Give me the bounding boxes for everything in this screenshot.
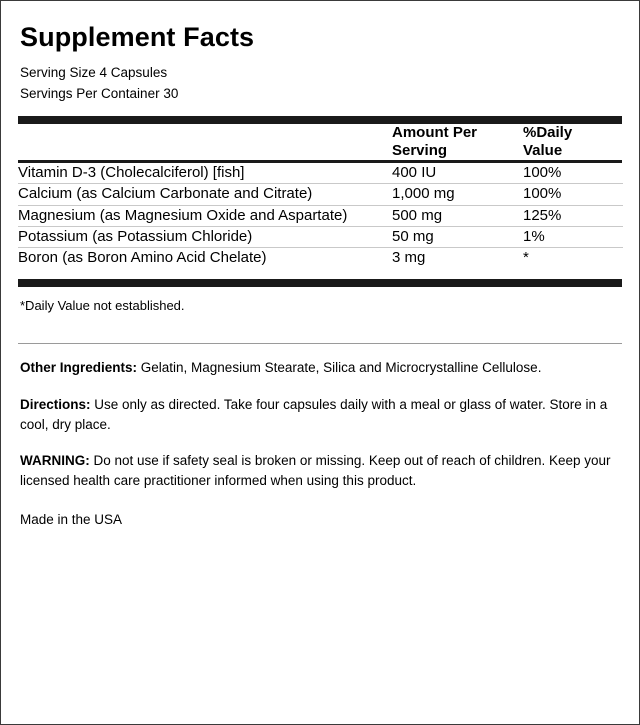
header-amount-line2: Serving bbox=[392, 141, 448, 159]
nutrient-name: Boron (as Boron Amino Acid Chelate) bbox=[18, 249, 267, 267]
made-in-usa: Made in the USA bbox=[20, 511, 123, 527]
divider-thick-top bbox=[18, 116, 622, 124]
warning-text: Do not use if safety seal is broken or missing. Keep out of reach of children. Keep your licensed health care practitioner informed when using this product. bbox=[20, 453, 611, 489]
table-row bbox=[18, 227, 623, 247]
nutrition-table bbox=[18, 124, 623, 161]
table-header-row bbox=[18, 124, 623, 161]
nutrient-name: Vitamin D-3 (Cholecalciferol) [fish] bbox=[18, 164, 245, 182]
table-row bbox=[18, 206, 623, 226]
section-divider bbox=[18, 343, 622, 344]
header-daily-value bbox=[523, 124, 623, 161]
divider-thick-bottom bbox=[18, 279, 622, 287]
notes-section bbox=[20, 358, 622, 530]
nutrient-dv: * bbox=[523, 249, 529, 267]
directions-text: Use only as directed. Take four capsules daily with a meal or glass of water. Store in a cool, dry place. bbox=[20, 396, 608, 432]
nutrient-amount: 1,000 mg bbox=[392, 185, 455, 203]
serving-size: Serving Size 4 Capsules bbox=[20, 64, 168, 80]
warning-note bbox=[20, 451, 622, 492]
header-daily-line1: %Daily bbox=[523, 123, 573, 141]
table-row bbox=[18, 184, 623, 204]
servings-per-container: Servings Per Container 30 bbox=[20, 85, 179, 101]
nutrient-name: Calcium (as Calcium Carbonate and Citrate) bbox=[18, 185, 313, 203]
nutrient-dv: 100% bbox=[523, 185, 562, 203]
nutrient-dv: 100% bbox=[523, 164, 562, 182]
header-amount-per-serving bbox=[392, 124, 523, 161]
nutrient-amount: 50 mg bbox=[392, 227, 434, 245]
directions-label: Directions: bbox=[20, 396, 91, 412]
header-nutrient bbox=[18, 124, 392, 161]
warning-label: WARNING: bbox=[20, 453, 90, 469]
nutrient-dv: 125% bbox=[523, 206, 562, 224]
nutrient-name: Magnesium (as Magnesium Oxide and Aspartate) bbox=[18, 206, 348, 224]
nutrition-rows-table bbox=[18, 163, 623, 268]
other-ingredients-label: Other Ingredients: bbox=[20, 360, 138, 376]
nutrient-amount: 400 IU bbox=[392, 164, 437, 182]
other-ingredients-note bbox=[20, 358, 622, 378]
header-daily-line2: Value bbox=[523, 141, 563, 159]
page-title: Supplement Facts bbox=[20, 22, 255, 52]
panel-inner bbox=[1, 1, 639, 530]
directions-note bbox=[20, 395, 622, 436]
table-row bbox=[18, 163, 623, 183]
nutrient-name: Potassium (as Potassium Chloride) bbox=[18, 227, 253, 245]
other-ingredients-text: Gelatin, Magnesium Stearate, Silica and Microcrystalline Cellulose. bbox=[137, 360, 542, 376]
daily-value-footnote: *Daily Value not established. bbox=[20, 298, 185, 314]
header-amount-line1: Amount Per bbox=[392, 123, 478, 141]
nutrient-amount: 500 mg bbox=[392, 206, 443, 224]
nutrient-dv: 1% bbox=[523, 227, 545, 245]
nutrient-amount: 3 mg bbox=[392, 249, 426, 267]
table-row bbox=[18, 248, 623, 268]
